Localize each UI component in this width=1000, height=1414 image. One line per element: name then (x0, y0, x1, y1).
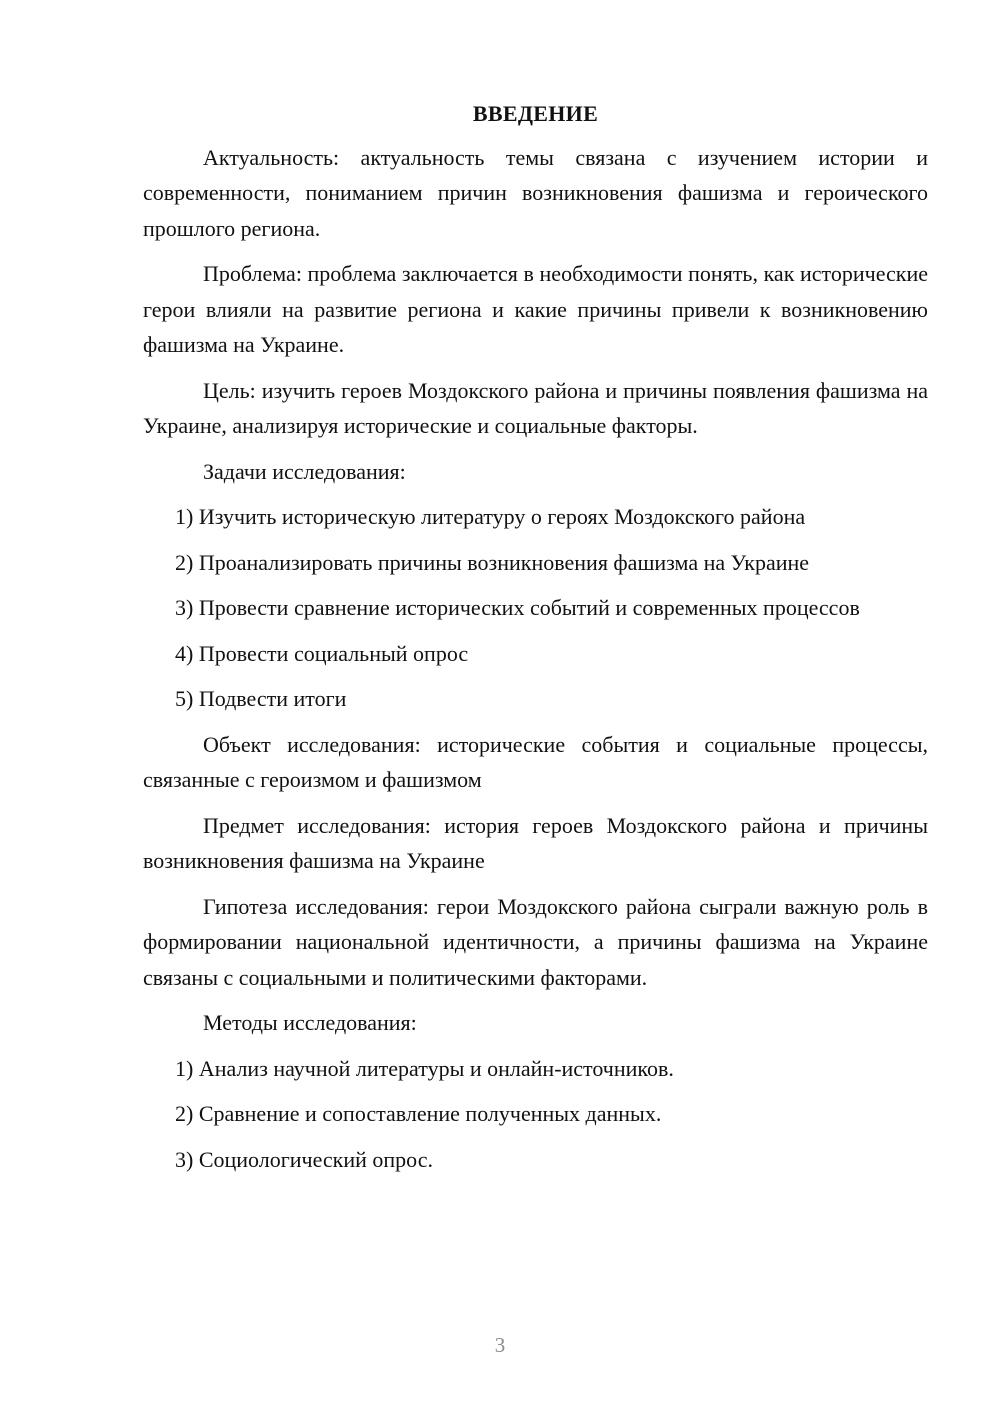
methods-heading: Методы исследования: (203, 1010, 417, 1035)
page-title: ВВЕДЕНИЕ (472, 101, 599, 126)
page-number: 3 (494, 1333, 506, 1357)
task-item-5: 5) Подвести итоги (175, 686, 347, 711)
tasks-heading: Задачи исследования: (203, 458, 406, 484)
goal-paragraph: Цель: изучить героев Моздокского района и причины появления фашизма на Украине, анализируя исторические и социальные факторы. (143, 377, 928, 438)
document-body (143, 96, 928, 1187)
task-item-1: 1) Изучить историческую литературу о героях Моздокского района (175, 504, 806, 529)
object-paragraph: Объект исследования: исторические события и социальные процессы, связанные с героизмом и фашизмом (143, 731, 928, 792)
method-item-2: 2) Сравнение и сопоставление полученных данных. (175, 1101, 662, 1126)
task-item-3: 3) Провести сравнение исторических событий и современных процессов (175, 595, 860, 620)
relevance-paragraph: Актуальность: актуальность темы связана с изучением истории и современности, пониманием причин возникновения фашизма и героического прошлого региона. (143, 144, 928, 241)
method-item-3: 3) Социологический опрос. (175, 1146, 433, 1172)
hypothesis-paragraph: Гипотеза исследования: герои Моздокского района сыграли важную роль в формировании национальной идентичности, а причины фашизма на Украине связаны с социальными и политическими факторами. (143, 893, 928, 990)
subject-paragraph: Предмет исследования: история героев Моздокского района и причины возникновения фашизма на Украине (143, 812, 928, 873)
problem-paragraph: Проблема: проблема заключается в необходимости понять, как исторические герои влияли на развитие региона и какие причины привели к возникновению фашизма на Украине. (143, 261, 928, 357)
task-item-4: 4) Провести социальный опрос (175, 640, 469, 666)
method-item-1: 1) Анализ научной литературы и онлайн-источников. (175, 1055, 674, 1081)
task-item-2: 2) Проанализировать причины возникновения фашизма на Украине (175, 549, 810, 575)
